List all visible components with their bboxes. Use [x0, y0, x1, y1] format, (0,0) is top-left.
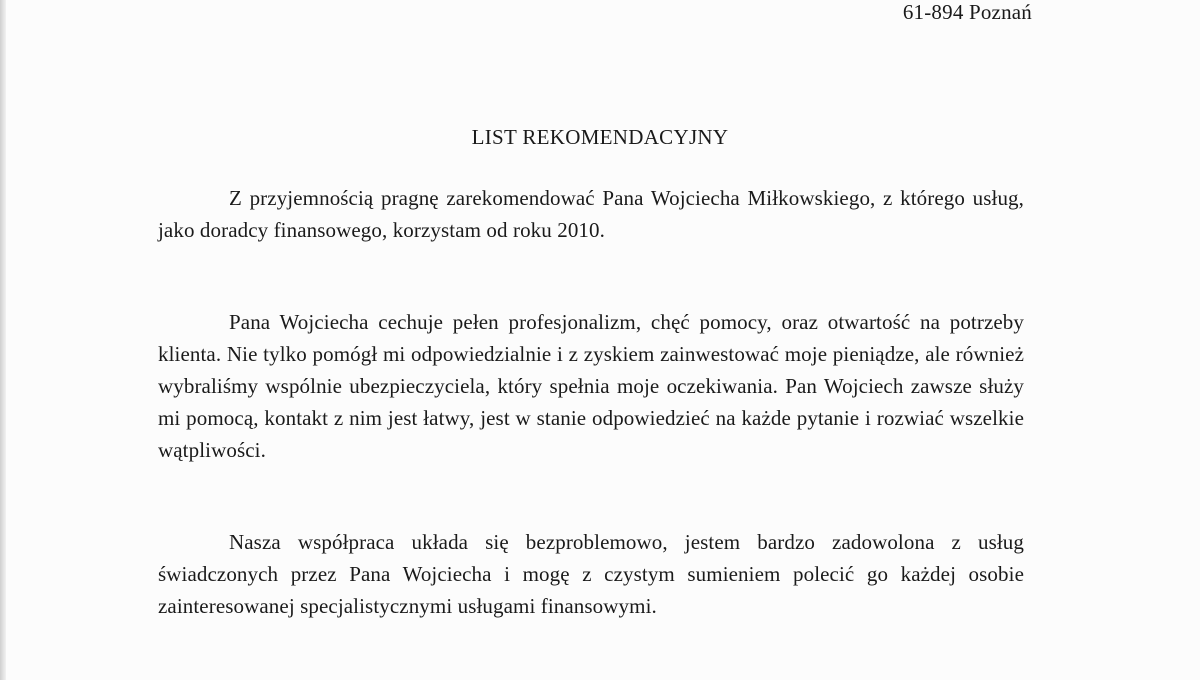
paragraph-qualities: Pana Wojciecha cechuje pełen profesjonalizm, chęć pomocy, oraz otwartość na potrzeby klienta. Nie tylko pomógł mi odpowiedzialnie i z zyskiem zainwestować moje pieniądze, ale również wybraliśmy wspólnie ubezpieczyciela, który spełnia moje oczekiwania. Pan Wojciech zawsze służy mi pomocą, kontakt z nim jest łatwy, jest w stanie odpowiedzieć na każde pytanie i rozwiać wszelkie wątpliwości.	[158, 310, 1024, 462]
page-edge-shadow	[0, 0, 6, 680]
paragraph-introduction: Z przyjemnością pragnę zarekomendować Pana Wojciecha Miłkowskiego, z którego usług, jako doradcy finansowego, korzystam od roku 2010.	[158, 186, 1024, 242]
paragraph-conclusion: Nasza współpraca układa się bezproblemowo, jestem bardzo zadowolona z usług świadczonych przez Pana Wojciecha i mogę z czystym sumieniem polecić go każdej osobie zainteresowanej specjalistycznymi usługami finansowymi.	[158, 530, 1024, 618]
sender-address: 61-894 Poznań	[902, 0, 1032, 24]
letter-title: LIST REKOMENDACYJNY	[471, 125, 729, 149]
